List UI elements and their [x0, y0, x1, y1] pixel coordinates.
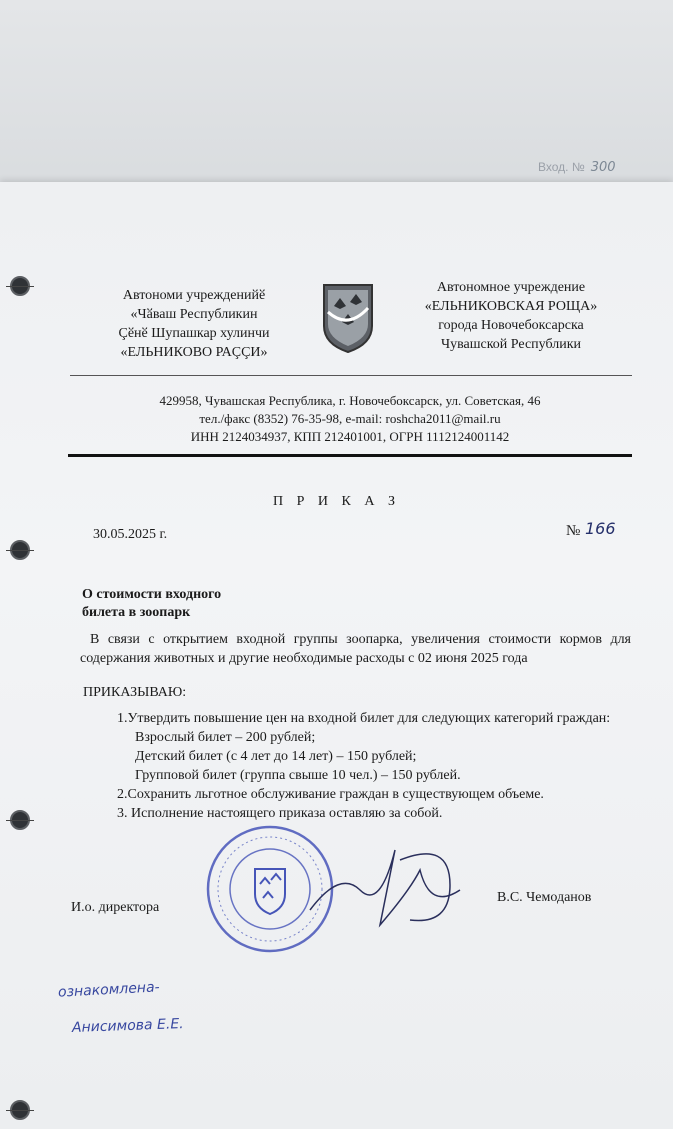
order-heading: ПРИКАЗЫВАЮ:: [83, 685, 187, 700]
header-left-line: Автономи учрежденийӗ: [122, 288, 266, 303]
address-line: 429958, Чувашская Республика, г. Новочебоксарск, ул. Советская, 46: [159, 393, 541, 408]
order-item-2: 2.Сохранить льготное обслуживание граждан в существующем объеме.: [117, 787, 544, 802]
order-document: [0, 182, 673, 1129]
header-right-line: «ЕЛЬНИКОВСКАЯ РОЩА»: [424, 299, 598, 314]
signer-role: И.о. директора: [71, 900, 160, 915]
price-child: Детский билет (с 4 лет до 14 лет) – 150 рублей;: [135, 749, 417, 764]
header-left-line: «Чӑваш Республикин: [130, 307, 258, 322]
header-left-line: Çӗнӗ Шупашкар хулинчи: [118, 326, 270, 341]
header-right-line: города Новочебоксарска: [438, 318, 584, 333]
signer-name: В.С. Чемоданов: [497, 890, 592, 905]
subject-line: билета в зоопарк: [82, 605, 191, 620]
registration-line: ИНН 2124034937, КПП 212401001, ОГРН 1112124001142: [190, 429, 510, 444]
document-number: 166: [585, 519, 616, 538]
header-divider: [70, 375, 632, 376]
underlying-sheet: [0, 0, 673, 190]
document-date: 30.05.2025 г.: [93, 527, 168, 542]
header-russian: [418, 278, 604, 354]
punch-hole-icon: [10, 276, 30, 296]
intake-stamp: [538, 160, 616, 175]
coat-of-arms-icon: [320, 282, 376, 354]
header-left-line: «ЕЛЬНИКОВО РАÇÇИ»: [120, 345, 268, 360]
acknowledgement-note: ознакомлена-: [57, 979, 161, 1001]
punch-hole-icon: [10, 810, 30, 830]
price-adult: Взрослый билет – 200 рублей;: [135, 730, 316, 745]
signature-icon: [300, 830, 470, 940]
order-subject: [82, 586, 221, 622]
intake-number: 300: [590, 160, 616, 175]
price-group: Групповой билет (группа свыше 10 чел.) – 150 рублей.: [135, 768, 461, 783]
order-item-3: 3. Исполнение настоящего приказа оставляю за собой.: [117, 806, 443, 821]
document-title: П Р И К А З: [273, 494, 400, 509]
preamble-text: В связи с открытием входной группы зоопарка, увеличения стоимости кормов для содержания животных и другие необходимые расходы с 02 июня 2025 года: [80, 632, 631, 666]
subject-line: О стоимости входного: [82, 587, 222, 602]
contact-line: тел./факс (8352) 76-35-98, e-mail: roshcha2011@mail.ru: [199, 411, 501, 426]
header-chuvash: [104, 286, 284, 362]
acknowledgement-name: Анисимова Е.Е.: [71, 1016, 184, 1036]
intake-label: Вход. №: [538, 160, 585, 174]
header-right-line: Чувашской Республики: [440, 337, 582, 352]
order-items: [117, 709, 637, 823]
header-right-line: Автономное учреждение: [436, 280, 586, 295]
punch-hole-icon: [10, 540, 30, 560]
address-block: [120, 392, 580, 446]
number-label: №: [566, 523, 581, 539]
order-item-1: 1.Утвердить повышение цен на входной билет для следующих категорий граждан:: [117, 711, 611, 726]
punch-hole-icon: [10, 1100, 30, 1120]
address-divider: [68, 454, 632, 457]
